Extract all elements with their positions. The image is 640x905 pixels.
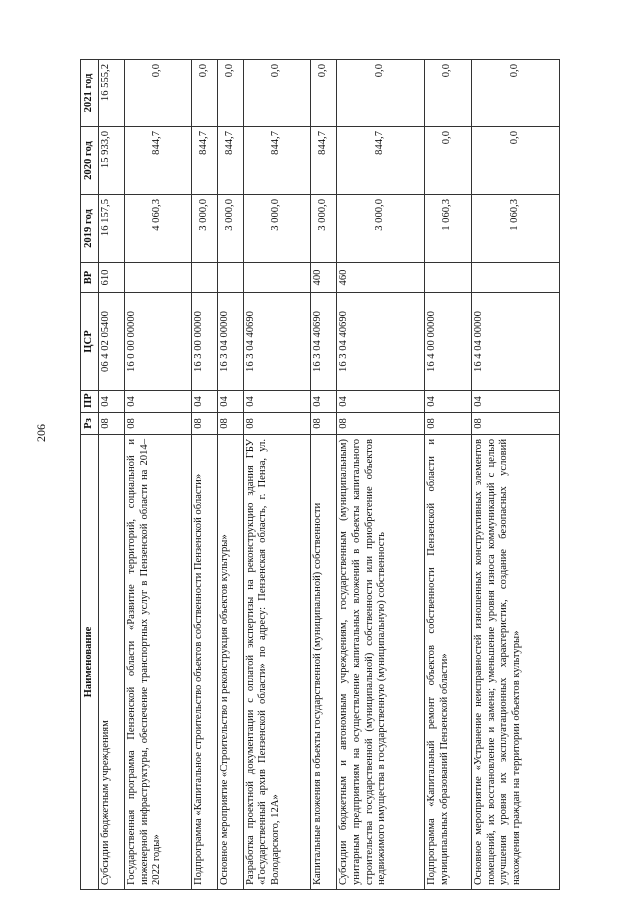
row-2020: 844,7 [310,127,336,195]
column-header-2019: 2019 год [81,195,99,263]
table-row [98,60,124,890]
row-rz: 08 [471,413,559,435]
row-name: Субсидии бюджетным учреждениям [98,435,124,890]
table-row [310,60,336,890]
row-2020: 0,0 [425,127,472,195]
row-2019: 3 000,0 [192,195,218,263]
row-vr [124,263,191,293]
row-rz: 08 [243,413,310,435]
row-csr: 16 4 04 00000 [471,293,559,391]
row-pr: 04 [217,391,243,413]
row-csr: 06 4 02 05400 [98,293,124,391]
row-2019: 3 000,0 [243,195,310,263]
row-vr [471,263,559,293]
row-2019: 16 157,5 [98,195,124,263]
row-pr: 04 [310,391,336,413]
table-row [124,60,191,890]
row-name: Разработка проектной документации с оплатой экспертизы на реконструкцию здания ГБУ «Государственный архив Пензенской области» по адресу: Пензенская область, г. Пенза, ул. Володарского, 12А» [243,435,310,890]
row-name: Основное мероприятие «Строительство и реконструкция объектов культуры» [217,435,243,890]
row-pr: 04 [98,391,124,413]
row-rz: 08 [124,413,191,435]
table-row [425,60,472,890]
row-vr: 460 [336,263,424,293]
row-vr: 400 [310,263,336,293]
row-rz: 08 [192,413,218,435]
row-2021: 0,0 [310,60,336,127]
row-csr: 16 3 04 40690 [243,293,310,391]
row-2019: 3 000,0 [310,195,336,263]
row-2020: 844,7 [217,127,243,195]
row-2021: 0,0 [471,60,559,127]
row-2020: 844,7 [243,127,310,195]
row-pr: 04 [425,391,472,413]
row-vr [217,263,243,293]
row-2019: 3 000,0 [336,195,424,263]
row-2020: 844,7 [124,127,191,195]
row-2021: 0,0 [336,60,424,127]
row-name: Подпрограмма «Капитальный ремонт объектов собственности Пензенской области и муниципальных образований Пензенской области» [425,435,472,890]
row-pr: 04 [192,391,218,413]
row-2020: 15 933,0 [98,127,124,195]
row-name: Подпрограмма «Капитальное строительство объектов собственности Пензенской области» [192,435,218,890]
row-csr: 16 3 04 40690 [310,293,336,391]
column-header-vr: ВР [81,263,99,293]
column-header-name: Наименование [81,435,99,890]
row-name: Государственная программа Пензенской области «Развитие территорий, социальной и инженерной инфраструктуры, обеспечение транспортных услуг в Пензенской области на 2014–2022 годы» [124,435,191,890]
rotated-table-container [80,60,560,890]
row-vr [425,263,472,293]
row-csr: 16 0 00 00000 [124,293,191,391]
row-2021: 0,0 [124,60,191,127]
row-csr: 16 3 04 00000 [217,293,243,391]
row-csr: 16 3 04 40690 [336,293,424,391]
column-header-2021: 2021 год [81,60,99,127]
page-number: 206 [34,424,48,442]
row-name: Субсидии бюджетным и автономным учреждениям, государственным (муниципальным) унитарным предприятиям на осуществление капитальных вложений в объекты капитального строительства государственной (муниципальной) собственности или приобретение объектов недвижимого имущества в государственную (муниципальную) собственность [336,435,424,890]
row-pr: 04 [471,391,559,413]
row-pr: 04 [336,391,424,413]
table-row [243,60,310,890]
row-name: Капитальные вложения в объекты государственной (муниципальной) собственности [310,435,336,890]
table-row [336,60,424,890]
row-csr: 16 4 00 00000 [425,293,472,391]
row-2019: 1 060,3 [425,195,472,263]
row-2021: 16 555,2 [98,60,124,127]
table-row [192,60,218,890]
row-rz: 08 [425,413,472,435]
row-name: Основное мероприятие «Устранение неисправностей изношенных конструктивных элементов помещений, их восстановление и замена; уменьшение уровня износа коммуникаций с целью улучшения уровня их эксплуатационных характеристик, создание безопасных условий нахождения граждан на территории объектов культуры» [471,435,559,890]
row-vr [243,263,310,293]
row-2019: 3 000,0 [217,195,243,263]
row-2021: 0,0 [425,60,472,127]
table-row [471,60,559,890]
row-2021: 0,0 [217,60,243,127]
row-rz: 08 [336,413,424,435]
column-header-pr: ПР [81,391,99,413]
row-vr [192,263,218,293]
row-2020: 0,0 [471,127,559,195]
row-2019: 1 060,3 [471,195,559,263]
row-pr: 04 [124,391,191,413]
row-2021: 0,0 [192,60,218,127]
row-rz: 08 [98,413,124,435]
column-header-csr: ЦСР [81,293,99,391]
row-2020: 844,7 [192,127,218,195]
column-header-2020: 2020 год [81,127,99,195]
row-pr: 04 [243,391,310,413]
table-row [217,60,243,890]
row-csr: 16 3 00 00000 [192,293,218,391]
row-2021: 0,0 [243,60,310,127]
table-header-row [81,60,99,890]
row-2019: 4 060,3 [124,195,191,263]
row-vr: 610 [98,263,124,293]
row-rz: 08 [217,413,243,435]
column-header-rz: Рз [81,413,99,435]
budget-table [80,59,560,890]
row-2020: 844,7 [336,127,424,195]
row-rz: 08 [310,413,336,435]
